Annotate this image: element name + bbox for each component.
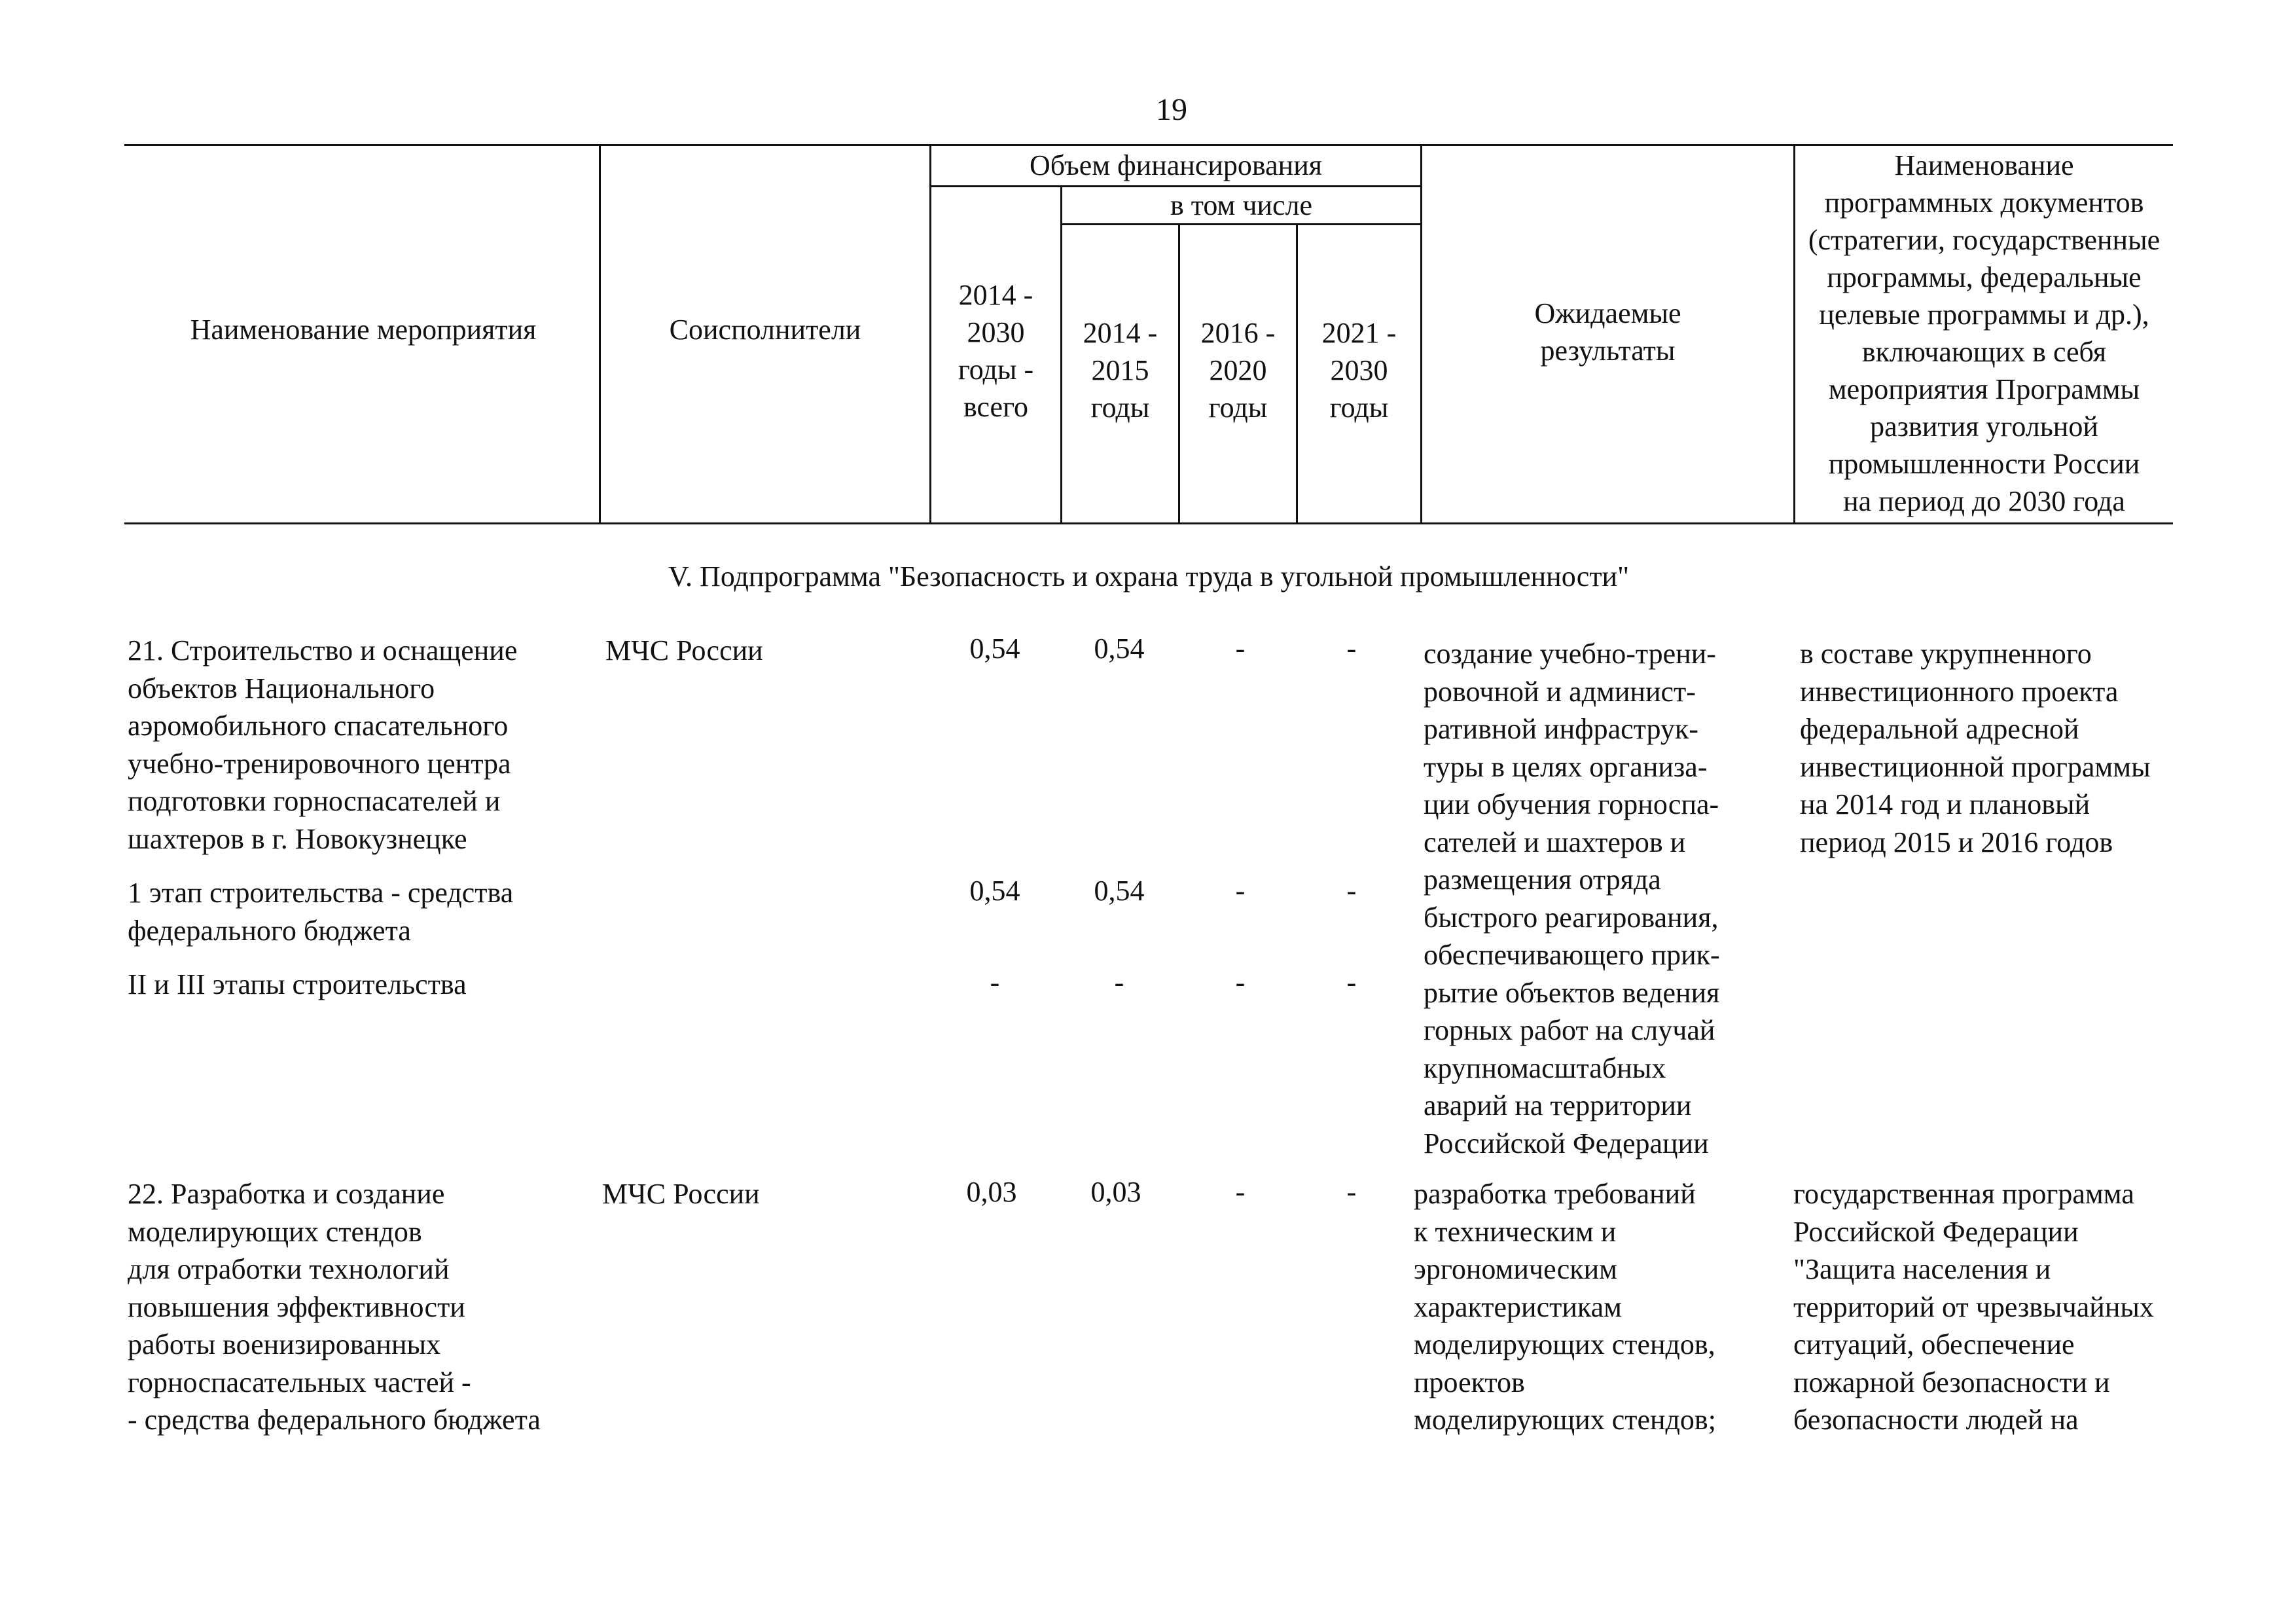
row-stage1-y2016: - <box>1235 875 1246 907</box>
row-stage23-y2016: - <box>1235 966 1246 998</box>
row-stage1-y2014: 0,54 <box>1094 875 1145 907</box>
header-col-coexec: Соисполнители <box>669 314 861 346</box>
row-21-expected: создание учебно-трени- ровочной и админист- ративной инфраструк- туры в целях организа- ции обучения горноспа- сателей и шахтеров и размещения отряда быстрого реагирования, обеспечивающего прик- рытие объектов ведения горных работ на случай крупномасштабных аварий на территории Российской Федерации <box>1424 638 1720 1159</box>
row-stage1-name: 1 этап строительства - средства федерального бюджета <box>128 877 514 947</box>
row-stage23-y2014: - <box>1114 966 1124 998</box>
header-y2014: 2014 - 2015 годы <box>1083 317 1158 424</box>
header-expected: Ожидаемые результаты <box>1534 297 1681 367</box>
row-stage23-total: - <box>990 966 1000 998</box>
row-stage23-name: II и III этапы строительства <box>128 968 467 1000</box>
row-22-total: 0,03 <box>966 1176 1017 1208</box>
row-21-y2014: 0,54 <box>1094 632 1145 665</box>
row-21-y2021: - <box>1346 632 1357 665</box>
row-stage1-total: 0,54 <box>969 875 1020 907</box>
header-including: в том числе <box>1170 189 1313 221</box>
row-22-y2021: - <box>1346 1176 1357 1208</box>
row-21-docs: в составе укрупненного инвестиционного проекта федеральной адресной инвестиционной программы на 2014 год и плановый период 2015 и 2016 годов <box>1800 638 2151 858</box>
header-y2016: 2016 - 2020 годы <box>1200 317 1276 424</box>
row-22-coexec: МЧС России <box>602 1178 760 1210</box>
row-22-y2016: - <box>1235 1176 1246 1208</box>
row-stage23-y2021: - <box>1346 966 1357 998</box>
header-top-border <box>124 144 2173 146</box>
row-22-expected: разработка требований к техническим и эргономическим характеристикам моделирующих стендов, проектов моделирующих стендов; <box>1414 1178 1716 1436</box>
row-22-docs: государственная программа Российской Федерации "Защита населения и территорий от чрезвычайных ситуаций, обеспечение пожарной безопасности и безопасности людей на <box>1793 1178 2154 1436</box>
header-total: 2014 - 2030 годы - всего <box>958 279 1034 423</box>
header-col-name: Наименование мероприятия <box>190 314 537 346</box>
row-21-y2016: - <box>1235 632 1246 665</box>
page-number: 19 <box>1156 92 1187 127</box>
section-title: V. Подпрограмма "Безопасность и охрана труда в угольной промышленности" <box>668 560 1630 593</box>
header-docs: Наименование программных документов (стратегии, государственные программы, федеральные целевые программы и др.), включающих в себя мероприятия Программы развития угольной промышленности России на период до 2030 года <box>1808 149 2161 517</box>
header-financing: Объем финансирования <box>1029 149 1322 181</box>
row-stage1-y2021: - <box>1346 875 1357 907</box>
row-21-coexec: МЧС России <box>605 634 763 666</box>
header-y2021: 2021 - 2030 годы <box>1321 317 1397 424</box>
header-bottom-border <box>124 522 2173 524</box>
row-21-total: 0,54 <box>969 632 1020 665</box>
row-22-name: 22. Разработка и создание моделирующих стендов для отработки технологий повышения эффективности работы военизированных горноспасательных частей - - средства федерального бюджета <box>128 1178 541 1436</box>
row-21-name: 21. Строительство и оснащение объектов Национального аэромобильного спасательного учебно-тренировочного центра подготовки горноспасателей и шахтеров в г. Новокузнецке <box>128 634 518 855</box>
row-22-y2014: 0,03 <box>1090 1176 1141 1208</box>
